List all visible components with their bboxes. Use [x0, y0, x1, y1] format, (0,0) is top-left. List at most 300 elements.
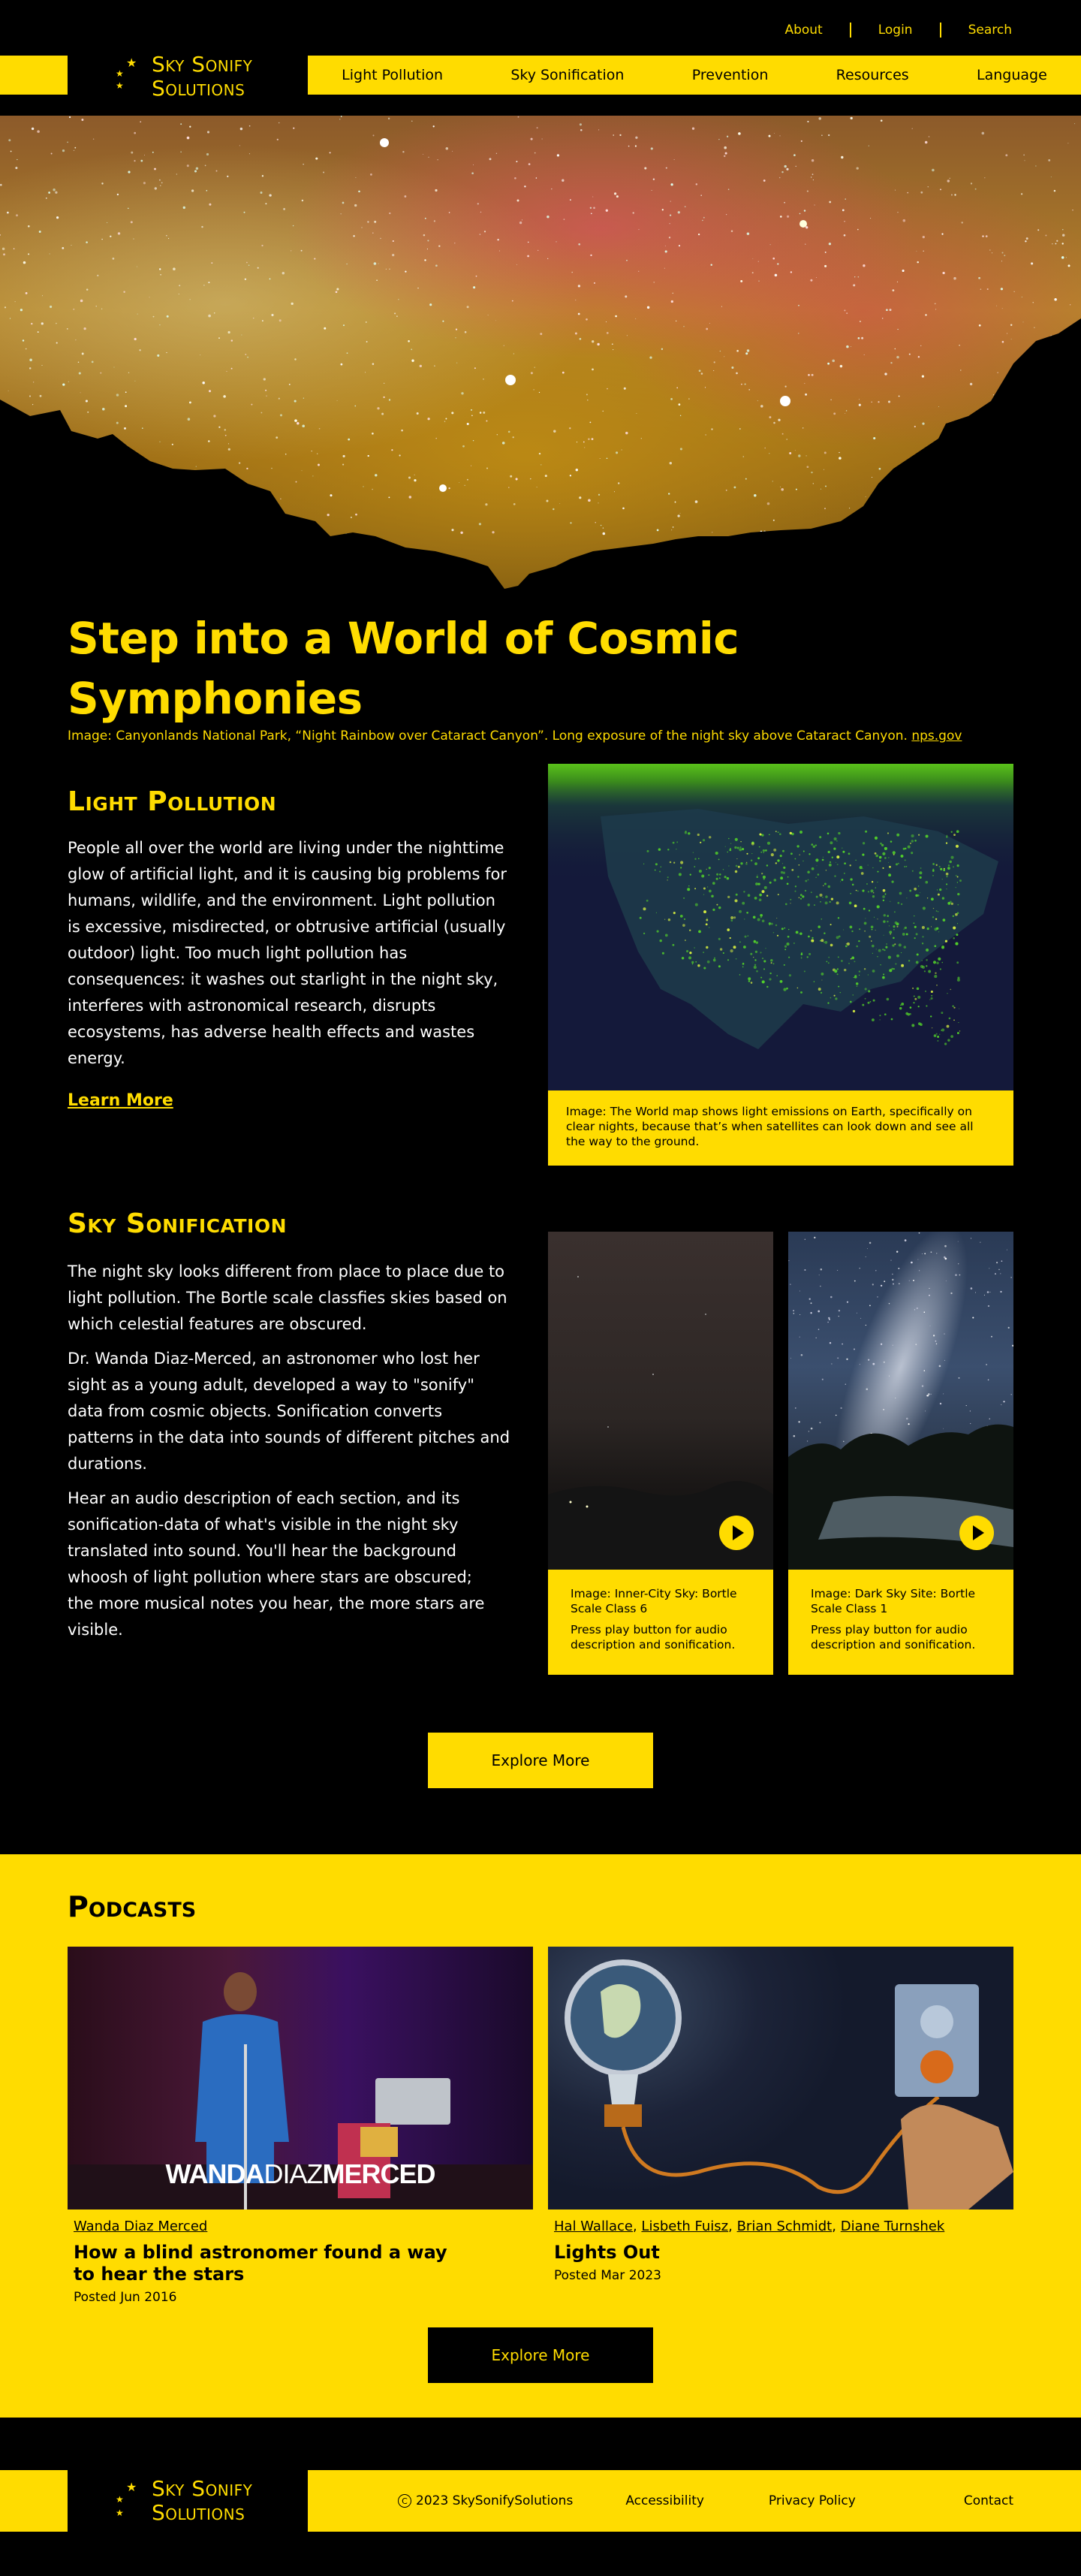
city-light: [838, 917, 839, 918]
speckle: [922, 1253, 923, 1254]
speckle: [48, 192, 50, 194]
speckle: [881, 1344, 882, 1345]
city-light: [730, 843, 731, 844]
city-light: [828, 962, 830, 964]
city-light: [926, 959, 928, 961]
speckle: [705, 387, 706, 388]
city-light: [889, 969, 892, 972]
speckle: [128, 372, 130, 373]
city-light: [947, 1039, 950, 1041]
city-light: [756, 970, 758, 973]
city-light: [774, 879, 777, 882]
city-light: [789, 974, 791, 976]
speckle: [62, 149, 65, 152]
city-light: [739, 974, 741, 976]
city-light: [838, 986, 839, 988]
city-light: [920, 965, 923, 968]
city-light: [754, 940, 756, 943]
speckle: [248, 264, 250, 266]
speckle: [435, 264, 438, 267]
speckle: [846, 345, 849, 348]
speckle: [139, 349, 140, 351]
speckle: [1026, 237, 1028, 240]
nav-prevention[interactable]: Prevention: [691, 67, 769, 83]
city-light: [877, 918, 878, 919]
speckle: [678, 211, 680, 213]
speckle: [159, 179, 161, 181]
podcast-image-speaker[interactable]: [68, 1947, 533, 2210]
speckle: [537, 127, 538, 128]
login-link[interactable]: Login: [878, 23, 913, 38]
city-light: [720, 948, 722, 950]
city-light: [888, 956, 891, 959]
speckle: [871, 401, 872, 403]
overlay-last-name: MERCED: [322, 2158, 435, 2189]
speckle: [451, 529, 453, 531]
city-light: [958, 1022, 959, 1023]
speckle: [939, 1365, 941, 1368]
city-light: [718, 965, 721, 967]
speckle: [966, 1405, 967, 1406]
speckle: [223, 395, 226, 398]
speckle: [484, 231, 486, 232]
speckle: [239, 462, 240, 463]
city-light: [807, 871, 810, 874]
speckle: [889, 1376, 890, 1377]
city-light: [938, 958, 941, 961]
speckle: [425, 218, 426, 219]
city-light: [815, 877, 817, 879]
speckle: [878, 401, 879, 403]
speckle: [941, 233, 943, 234]
speckle: [209, 204, 211, 206]
contact-link[interactable]: Contact: [963, 2493, 1013, 2508]
city-light: [834, 837, 837, 840]
city-light: [694, 866, 695, 867]
overlay-first-name: WANDA: [165, 2158, 264, 2189]
speckle: [616, 195, 619, 198]
city-light: [777, 859, 779, 861]
author-link[interactable]: Wanda Diaz Merced: [74, 2219, 208, 2234]
speckle: [603, 532, 606, 535]
speckle: [208, 282, 209, 283]
speckle: [843, 1441, 844, 1442]
copyright-icon: C: [398, 2494, 411, 2508]
speckle: [816, 277, 817, 278]
speckle: [929, 1295, 930, 1296]
speckle: [793, 1313, 794, 1314]
city-light: [891, 968, 893, 970]
speckle: [424, 259, 426, 261]
city-light: [718, 938, 721, 940]
city-light: [727, 896, 730, 898]
city-light: [688, 956, 691, 959]
speckle: [860, 321, 861, 322]
city-light: [818, 925, 821, 928]
city-light: [868, 864, 869, 865]
city-light: [668, 918, 670, 921]
speckle: [745, 352, 748, 354]
speckle: [41, 322, 44, 324]
author-link[interactable]: Brian Schmidt: [736, 2219, 833, 2234]
city-light: [827, 1003, 829, 1004]
city-light: [872, 945, 875, 948]
city-light: [850, 893, 851, 894]
city-light: [790, 832, 792, 834]
city-light: [830, 944, 833, 947]
speckle: [944, 1245, 947, 1247]
city-light: [868, 1002, 870, 1004]
speckle: [283, 208, 285, 210]
city-light: [861, 872, 864, 875]
speckle: [946, 1280, 947, 1281]
speckle: [922, 375, 924, 377]
city-light: [956, 830, 959, 833]
speckle: [323, 172, 324, 173]
city-light: [872, 929, 873, 931]
speckle: [979, 324, 981, 327]
speckle: [318, 464, 320, 466]
city-light: [701, 875, 704, 878]
city-light: [906, 933, 908, 935]
speckle: [389, 213, 390, 214]
speckle: [499, 250, 500, 251]
city-light: [756, 941, 758, 943]
speckle: [1066, 257, 1067, 258]
speckle: [1003, 1401, 1004, 1402]
speckle: [372, 363, 375, 365]
city-light: [766, 895, 768, 897]
city-light: [689, 929, 691, 931]
city-light: [718, 859, 720, 861]
explore-more-button[interactable]: Explore More: [428, 1733, 653, 1788]
city-light: [787, 936, 790, 938]
speckle: [1054, 298, 1057, 301]
city-light: [698, 858, 700, 859]
speckle: [473, 286, 475, 288]
podcast-title[interactable]: Lights Out: [554, 2242, 660, 2263]
nps-link[interactable]: nps.gov: [911, 728, 962, 744]
city-light: [657, 931, 659, 933]
city-light: [854, 961, 855, 962]
sonification-paragraph-2: Dr. Wanda Diaz-Merced, an astronomer who lost her sight as a young adult, developed a way to "sonify" data from cosmic objects. Sonification converts patterns in the data into sounds of different pitches and durations.: [68, 1350, 510, 1473]
speckle: [211, 262, 212, 264]
speckle: [226, 371, 227, 372]
city-light: [893, 851, 896, 854]
speckle: [251, 404, 252, 406]
main-nav: [308, 56, 1081, 95]
learn-more-link[interactable]: Learn More: [68, 1091, 173, 1110]
city-light: [882, 852, 885, 855]
speckle: [366, 341, 368, 342]
speckle: [933, 1335, 935, 1336]
city-light: [891, 880, 893, 882]
author-link[interactable]: Diane Turnshek: [840, 2219, 945, 2234]
search-link[interactable]: Search: [968, 23, 1012, 38]
speckle: [758, 280, 760, 282]
city-light: [917, 988, 920, 991]
speckle: [180, 123, 182, 125]
city-light: [765, 948, 766, 949]
city-light: [872, 867, 873, 868]
city-light: [811, 930, 812, 931]
city-light: [766, 864, 768, 866]
city-light: [688, 832, 690, 834]
city-light: [695, 903, 698, 906]
speckle: [378, 263, 379, 264]
speckle: [670, 183, 673, 186]
speckle: [442, 321, 444, 322]
city-light: [739, 941, 741, 943]
city-light: [687, 888, 690, 891]
speckle: [530, 478, 531, 479]
speckle: [711, 428, 712, 430]
speckle: [997, 372, 998, 373]
speckle: [993, 394, 994, 395]
speckle: [982, 132, 985, 135]
city-light: [856, 890, 857, 891]
site-header: [0, 0, 1081, 116]
speckle: [899, 396, 900, 397]
play-button[interactable]: [959, 1516, 994, 1550]
footer-logo[interactable]: [68, 2470, 308, 2532]
speckle: [206, 153, 209, 155]
speckle: [884, 373, 887, 375]
speckle: [0, 184, 2, 186]
nav-light-pollution[interactable]: Light Pollution: [342, 67, 444, 83]
city-light: [872, 970, 875, 973]
speckle: [805, 394, 807, 396]
speckle: [671, 300, 673, 303]
speckle: [562, 179, 564, 182]
speckle: [773, 422, 775, 424]
speckle: [455, 337, 456, 338]
city-light: [883, 973, 884, 975]
speckle: [1033, 302, 1034, 303]
city-light: [857, 985, 858, 987]
utility-nav: [784, 23, 1012, 38]
speckle: [740, 280, 742, 282]
speckle: [118, 232, 120, 234]
city-light: [889, 931, 892, 934]
speckle: [279, 319, 282, 321]
speckle: [781, 488, 784, 491]
speckle: [613, 134, 614, 136]
speckle: [840, 1407, 842, 1409]
podcast-title[interactable]: How a blind astronomer found a way to hear the stars: [74, 2242, 447, 2285]
speckle: [714, 361, 715, 363]
speckle: [897, 212, 898, 213]
speckle: [123, 291, 125, 292]
speckle: [417, 412, 419, 415]
city-light: [757, 882, 760, 885]
play-button[interactable]: [719, 1516, 754, 1550]
speckle: [467, 423, 469, 425]
city-light: [935, 972, 936, 973]
speckle: [812, 374, 814, 376]
city-light: [925, 881, 928, 884]
city-light: [850, 878, 852, 880]
city-light: [869, 936, 871, 938]
speckle: [414, 479, 416, 481]
speckle: [819, 1422, 821, 1423]
speckle: [932, 169, 935, 172]
speckle: [635, 318, 636, 319]
speckle: [606, 210, 608, 212]
city-light: [906, 897, 907, 898]
speckle: [764, 448, 766, 449]
speckle: [71, 245, 72, 246]
speckle: [324, 327, 326, 330]
city-light: [766, 986, 768, 988]
speckle: [140, 121, 141, 122]
nav-resources[interactable]: Resources: [836, 67, 909, 83]
podcast-authors: Hal Wallace, Lisbeth Fuisz, Brian Schmidt, Diane Turnshek: [554, 2219, 945, 2234]
speckle: [798, 454, 800, 457]
speckle: [713, 370, 714, 371]
city-light: [901, 903, 902, 905]
speckle: [940, 189, 941, 190]
city-light: [737, 846, 739, 849]
city-light: [956, 875, 957, 876]
city-light: [790, 899, 791, 900]
speckle: [92, 361, 94, 363]
city-light: [854, 976, 857, 979]
speckle: [531, 372, 533, 374]
city-light: [940, 968, 941, 970]
city-light: [905, 859, 906, 861]
city-light: [683, 897, 685, 899]
speckle: [1008, 1327, 1010, 1329]
speckle: [925, 1410, 926, 1411]
speckle: [388, 496, 390, 498]
city-light: [740, 862, 742, 864]
city-light: [911, 1024, 914, 1027]
city-light: [775, 862, 777, 864]
city-light: [759, 846, 760, 848]
speckle: [790, 271, 792, 273]
city-light: [932, 870, 935, 872]
author-link[interactable]: Hal Wallace: [554, 2219, 633, 2234]
city-light: [927, 897, 928, 898]
speckle: [512, 300, 513, 302]
city-light: [788, 957, 790, 958]
speckle: [277, 139, 279, 140]
nav-language[interactable]: Language: [977, 67, 1047, 83]
author-link[interactable]: Lisbeth Fuisz: [641, 2219, 729, 2234]
city-light: [748, 980, 750, 982]
speckle: [769, 416, 771, 418]
city-light: [882, 895, 885, 898]
speckle: [924, 1253, 926, 1254]
speckle: [959, 1274, 961, 1276]
hero-text: [0, 602, 1081, 764]
city-light: [889, 925, 890, 926]
speckle: [592, 196, 593, 197]
site-logo[interactable]: [68, 47, 308, 107]
city-light: [855, 860, 856, 861]
city-light: [863, 908, 866, 910]
speckle: [807, 1440, 808, 1441]
speckle: [271, 314, 273, 316]
speckle: [1014, 291, 1015, 292]
city-light: [841, 960, 843, 962]
speckle: [718, 139, 719, 140]
utility-divider: [850, 23, 851, 38]
card-title: Image: Inner-City Sky: Bortle Scale Class 6: [571, 1587, 737, 1615]
light-emission-map: [548, 764, 1013, 1090]
speckle: [924, 1311, 926, 1313]
speckle: [920, 192, 923, 194]
city-light: [865, 988, 867, 990]
podcasts-explore-more-button[interactable]: Explore More: [428, 2327, 653, 2383]
city-light: [831, 897, 833, 900]
speckle: [607, 388, 608, 390]
city-light: [844, 873, 845, 874]
city-light: [908, 846, 911, 849]
podcast-image-lightbulb[interactable]: [548, 1947, 1013, 2210]
speckle: [745, 478, 747, 480]
speckle: [970, 1410, 971, 1411]
speckle: [55, 192, 57, 194]
city-light: [917, 894, 920, 897]
speckle: [445, 418, 447, 420]
speckle: [827, 363, 830, 365]
city-light: [946, 835, 947, 837]
stars-icon: ★ ★ ★: [116, 56, 137, 91]
city-light: [821, 973, 824, 976]
speckle: [245, 279, 246, 280]
speckle: [818, 117, 821, 119]
speckle: [710, 264, 712, 265]
about-link[interactable]: About: [784, 23, 823, 38]
city-light: [739, 846, 741, 848]
accessibility-link[interactable]: Accessibility: [625, 2493, 704, 2508]
city-light: [873, 1000, 875, 1002]
speckle: [29, 396, 31, 397]
nav-sky-sonification[interactable]: Sky Sonification: [510, 67, 625, 83]
light-pollution-heading: Light Pollution: [68, 786, 277, 817]
speckle: [56, 342, 58, 344]
speckle: [1074, 123, 1075, 124]
city-light: [953, 915, 954, 917]
logo-text: [152, 53, 252, 101]
city-light: [811, 843, 813, 846]
city-light: [939, 1034, 940, 1035]
speckle: [868, 1359, 869, 1361]
speckle: [570, 199, 571, 201]
city-light: [842, 851, 845, 853]
speckle: [580, 338, 582, 340]
city-light: [930, 1015, 932, 1017]
speckle: [263, 378, 266, 380]
speckle: [562, 372, 565, 374]
privacy-policy-link[interactable]: Privacy Policy: [768, 2493, 856, 2508]
city-light: [940, 868, 942, 870]
speckle: [846, 312, 848, 314]
inner-city-sky-image: [548, 1232, 773, 1570]
speckle: [62, 383, 65, 385]
speckle: [1001, 288, 1003, 290]
speckle: [539, 392, 540, 393]
podcasts-section: [0, 1854, 1081, 2418]
city-light: [740, 841, 742, 843]
speckle: [86, 241, 88, 243]
speckle: [798, 305, 799, 306]
city-light: [763, 960, 766, 962]
city-light: [769, 882, 772, 884]
speckle: [942, 272, 944, 274]
